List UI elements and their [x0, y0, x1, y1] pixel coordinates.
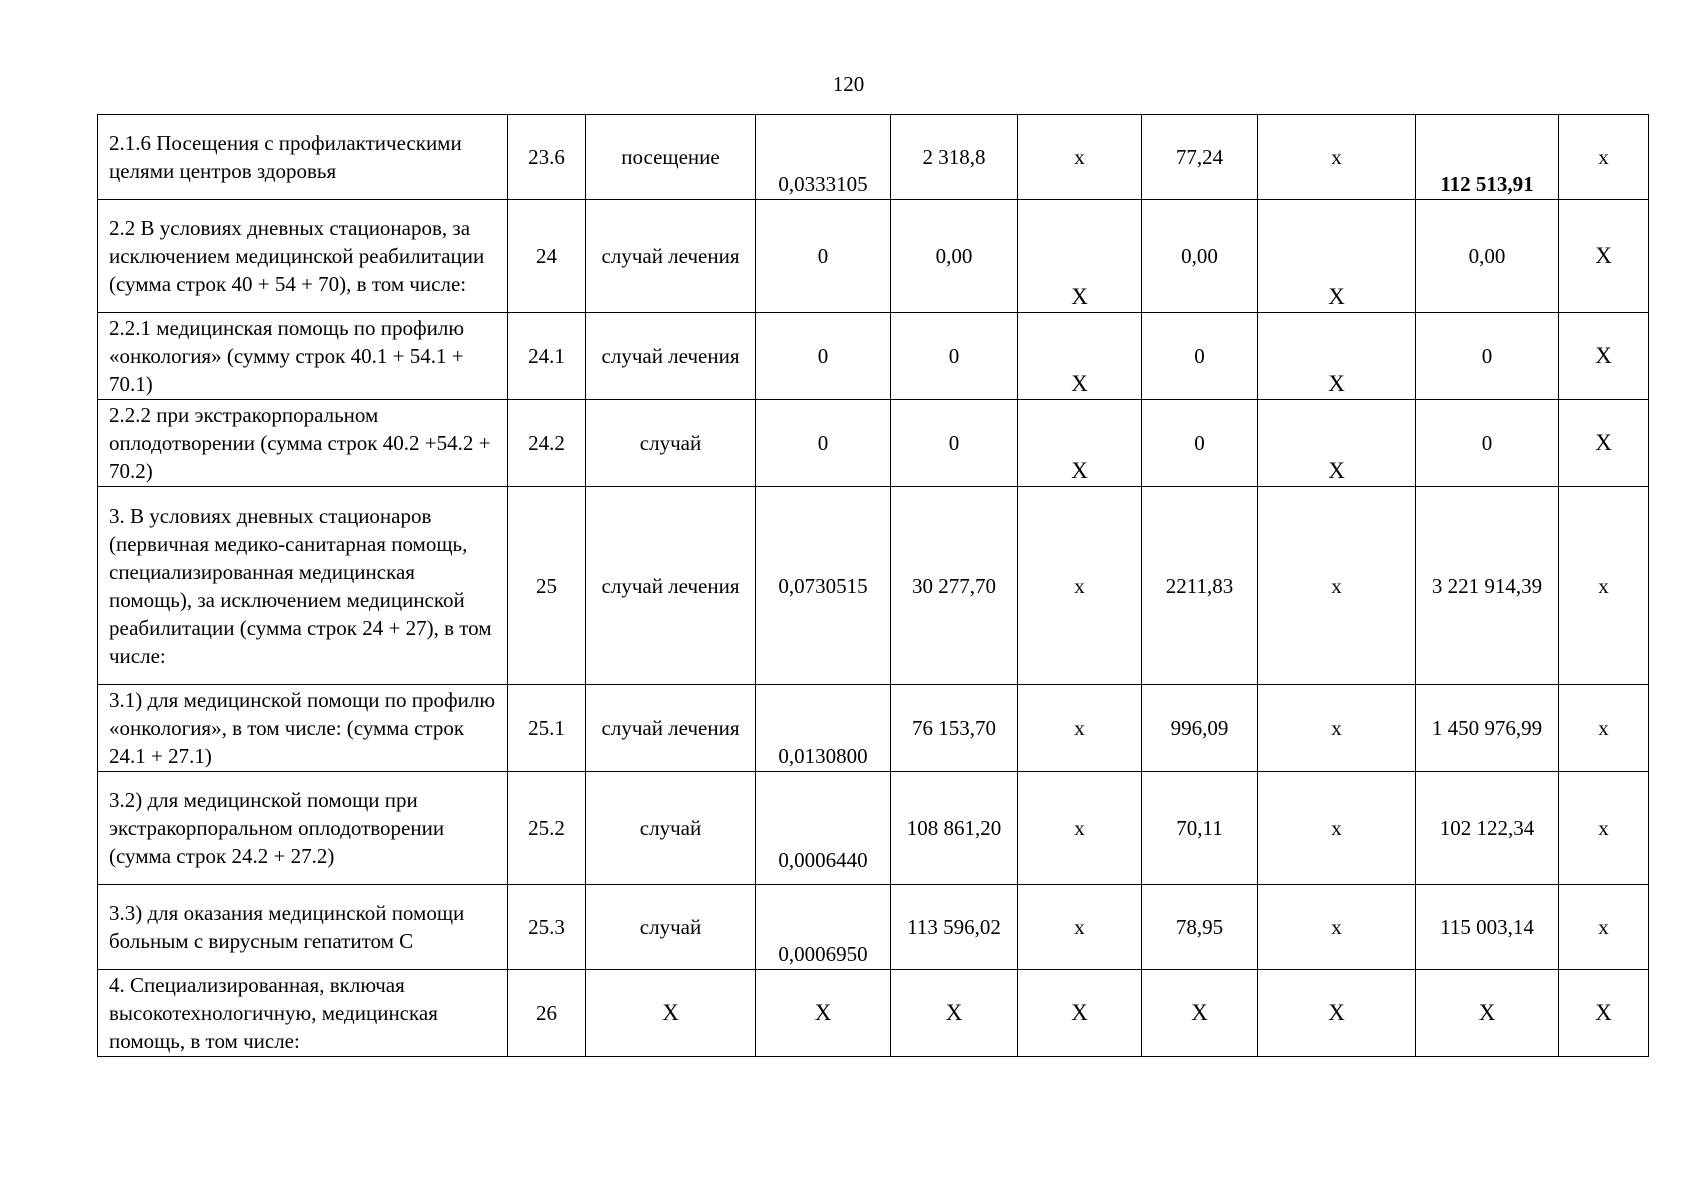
row-col7: X: [1142, 970, 1258, 1057]
row-name: 3.1) для медицинской помощи по профилю «онкология», в том числе: (сумма строк 24.1 + 27.1): [98, 685, 508, 772]
row-col7: 70,11: [1142, 772, 1258, 885]
data-table: [97, 114, 1649, 1057]
row-code: 24.1: [508, 313, 586, 400]
row-name: 3.2) для медицинской помощи при экстракорпоральном оплодотворении (сумма строк 24.2 + 27.2): [98, 772, 508, 885]
row-col7: 996,09: [1142, 685, 1258, 772]
row-cost: X: [891, 970, 1018, 1057]
row-col8: X: [1258, 200, 1416, 313]
row-total: 3 221 914,39: [1416, 487, 1559, 685]
row-norm: 0: [756, 313, 891, 400]
table-row: [98, 313, 1649, 400]
row-cost: 0: [891, 400, 1018, 487]
row-col6: X: [1018, 400, 1142, 487]
row-cost: 0: [891, 313, 1018, 400]
table-row: [98, 685, 1649, 772]
row-col6: X: [1018, 200, 1142, 313]
row-unit: X: [586, 970, 756, 1057]
row-cost: 108 861,20: [891, 772, 1018, 885]
row-col8: x: [1258, 115, 1416, 200]
row-col8: x: [1258, 685, 1416, 772]
row-col6: x: [1018, 487, 1142, 685]
row-col6: x: [1018, 772, 1142, 885]
row-col10: x: [1559, 487, 1649, 685]
row-norm: 0: [756, 200, 891, 313]
row-total: 0,00: [1416, 200, 1559, 313]
row-unit: случай: [586, 885, 756, 970]
row-code: 23.6: [508, 115, 586, 200]
row-name: 2.1.6 Посещения с профилактическими целями центров здоровья: [98, 115, 508, 200]
table-row: [98, 487, 1649, 685]
row-cost: 76 153,70: [891, 685, 1018, 772]
row-cost: 113 596,02: [891, 885, 1018, 970]
row-col7: 77,24: [1142, 115, 1258, 200]
row-norm: X: [756, 970, 891, 1057]
row-col8: X: [1258, 313, 1416, 400]
table-row: [98, 772, 1649, 885]
row-col7: 78,95: [1142, 885, 1258, 970]
row-norm: 0: [756, 400, 891, 487]
row-name: 2.2.2 при экстракорпоральном оплодотворении (сумма строк 40.2 +54.2 + 70.2): [98, 400, 508, 487]
row-col10: X: [1559, 313, 1649, 400]
row-unit: посещение: [586, 115, 756, 200]
row-norm: 0,0130800: [756, 685, 891, 772]
row-cost: 2 318,8: [891, 115, 1018, 200]
row-total: 112 513,91: [1416, 115, 1559, 200]
row-col8: x: [1258, 772, 1416, 885]
row-name: 3.3) для оказания медицинской помощи больным с вирусным гепатитом С: [98, 885, 508, 970]
row-unit: случай: [586, 400, 756, 487]
row-col6: x: [1018, 685, 1142, 772]
row-col6: X: [1018, 970, 1142, 1057]
row-col10: x: [1559, 115, 1649, 200]
row-col10: X: [1559, 970, 1649, 1057]
row-col8: X: [1258, 400, 1416, 487]
table-row: [98, 200, 1649, 313]
row-code: 26: [508, 970, 586, 1057]
row-col10: x: [1559, 685, 1649, 772]
row-total: 1 450 976,99: [1416, 685, 1559, 772]
row-name: 2.2.1 медицинская помощь по профилю «онкология» (сумму строк 40.1 + 54.1 + 70.1): [98, 313, 508, 400]
row-col10: x: [1559, 772, 1649, 885]
row-col8: X: [1258, 970, 1416, 1057]
row-col8: x: [1258, 487, 1416, 685]
row-norm: 0,0730515: [756, 487, 891, 685]
row-col6: x: [1018, 885, 1142, 970]
row-norm: 0,0006950: [756, 885, 891, 970]
row-col7: 2211,83: [1142, 487, 1258, 685]
table-row: [98, 400, 1649, 487]
row-cost: 30 277,70: [891, 487, 1018, 685]
row-unit: случай: [586, 772, 756, 885]
row-col10: X: [1559, 200, 1649, 313]
row-total: 102 122,34: [1416, 772, 1559, 885]
row-code: 25: [508, 487, 586, 685]
row-name: 4. Специализированная, включая высокотехнологичную, медицинская помощь, в том числе:: [98, 970, 508, 1057]
row-col7: 0: [1142, 313, 1258, 400]
row-unit: случай лечения: [586, 200, 756, 313]
row-code: 25.3: [508, 885, 586, 970]
table-row: [98, 115, 1649, 200]
row-unit: случай лечения: [586, 487, 756, 685]
row-code: 25.2: [508, 772, 586, 885]
row-norm: 0,0006440: [756, 772, 891, 885]
table-row: [98, 970, 1649, 1057]
row-col6: X: [1018, 313, 1142, 400]
row-col8: x: [1258, 885, 1416, 970]
row-norm: 0,0333105: [756, 115, 891, 200]
row-col10: X: [1559, 400, 1649, 487]
row-unit: случай лечения: [586, 685, 756, 772]
row-total: 0: [1416, 400, 1559, 487]
row-code: 24: [508, 200, 586, 313]
row-total: 0: [1416, 313, 1559, 400]
table-row: [98, 885, 1649, 970]
row-unit: случай лечения: [586, 313, 756, 400]
row-code: 25.1: [508, 685, 586, 772]
row-col6: x: [1018, 115, 1142, 200]
row-col7: 0: [1142, 400, 1258, 487]
row-code: 24.2: [508, 400, 586, 487]
row-name: 3. В условиях дневных стационаров (первичная медико-санитарная помощь, специализированная медицинская помощь), за исключением медицинской реабилитации (сумма строк 24 + 27), в том числе:: [98, 487, 508, 685]
row-cost: 0,00: [891, 200, 1018, 313]
row-name: 2.2 В условиях дневных стационаров, за исключением медицинской реабилитации (сумма строк 40 + 54 + 70), в том числе:: [98, 200, 508, 313]
row-col7: 0,00: [1142, 200, 1258, 313]
row-total: X: [1416, 970, 1559, 1057]
row-col10: x: [1559, 885, 1649, 970]
row-total: 115 003,14: [1416, 885, 1559, 970]
page-number: 120: [832, 72, 865, 96]
